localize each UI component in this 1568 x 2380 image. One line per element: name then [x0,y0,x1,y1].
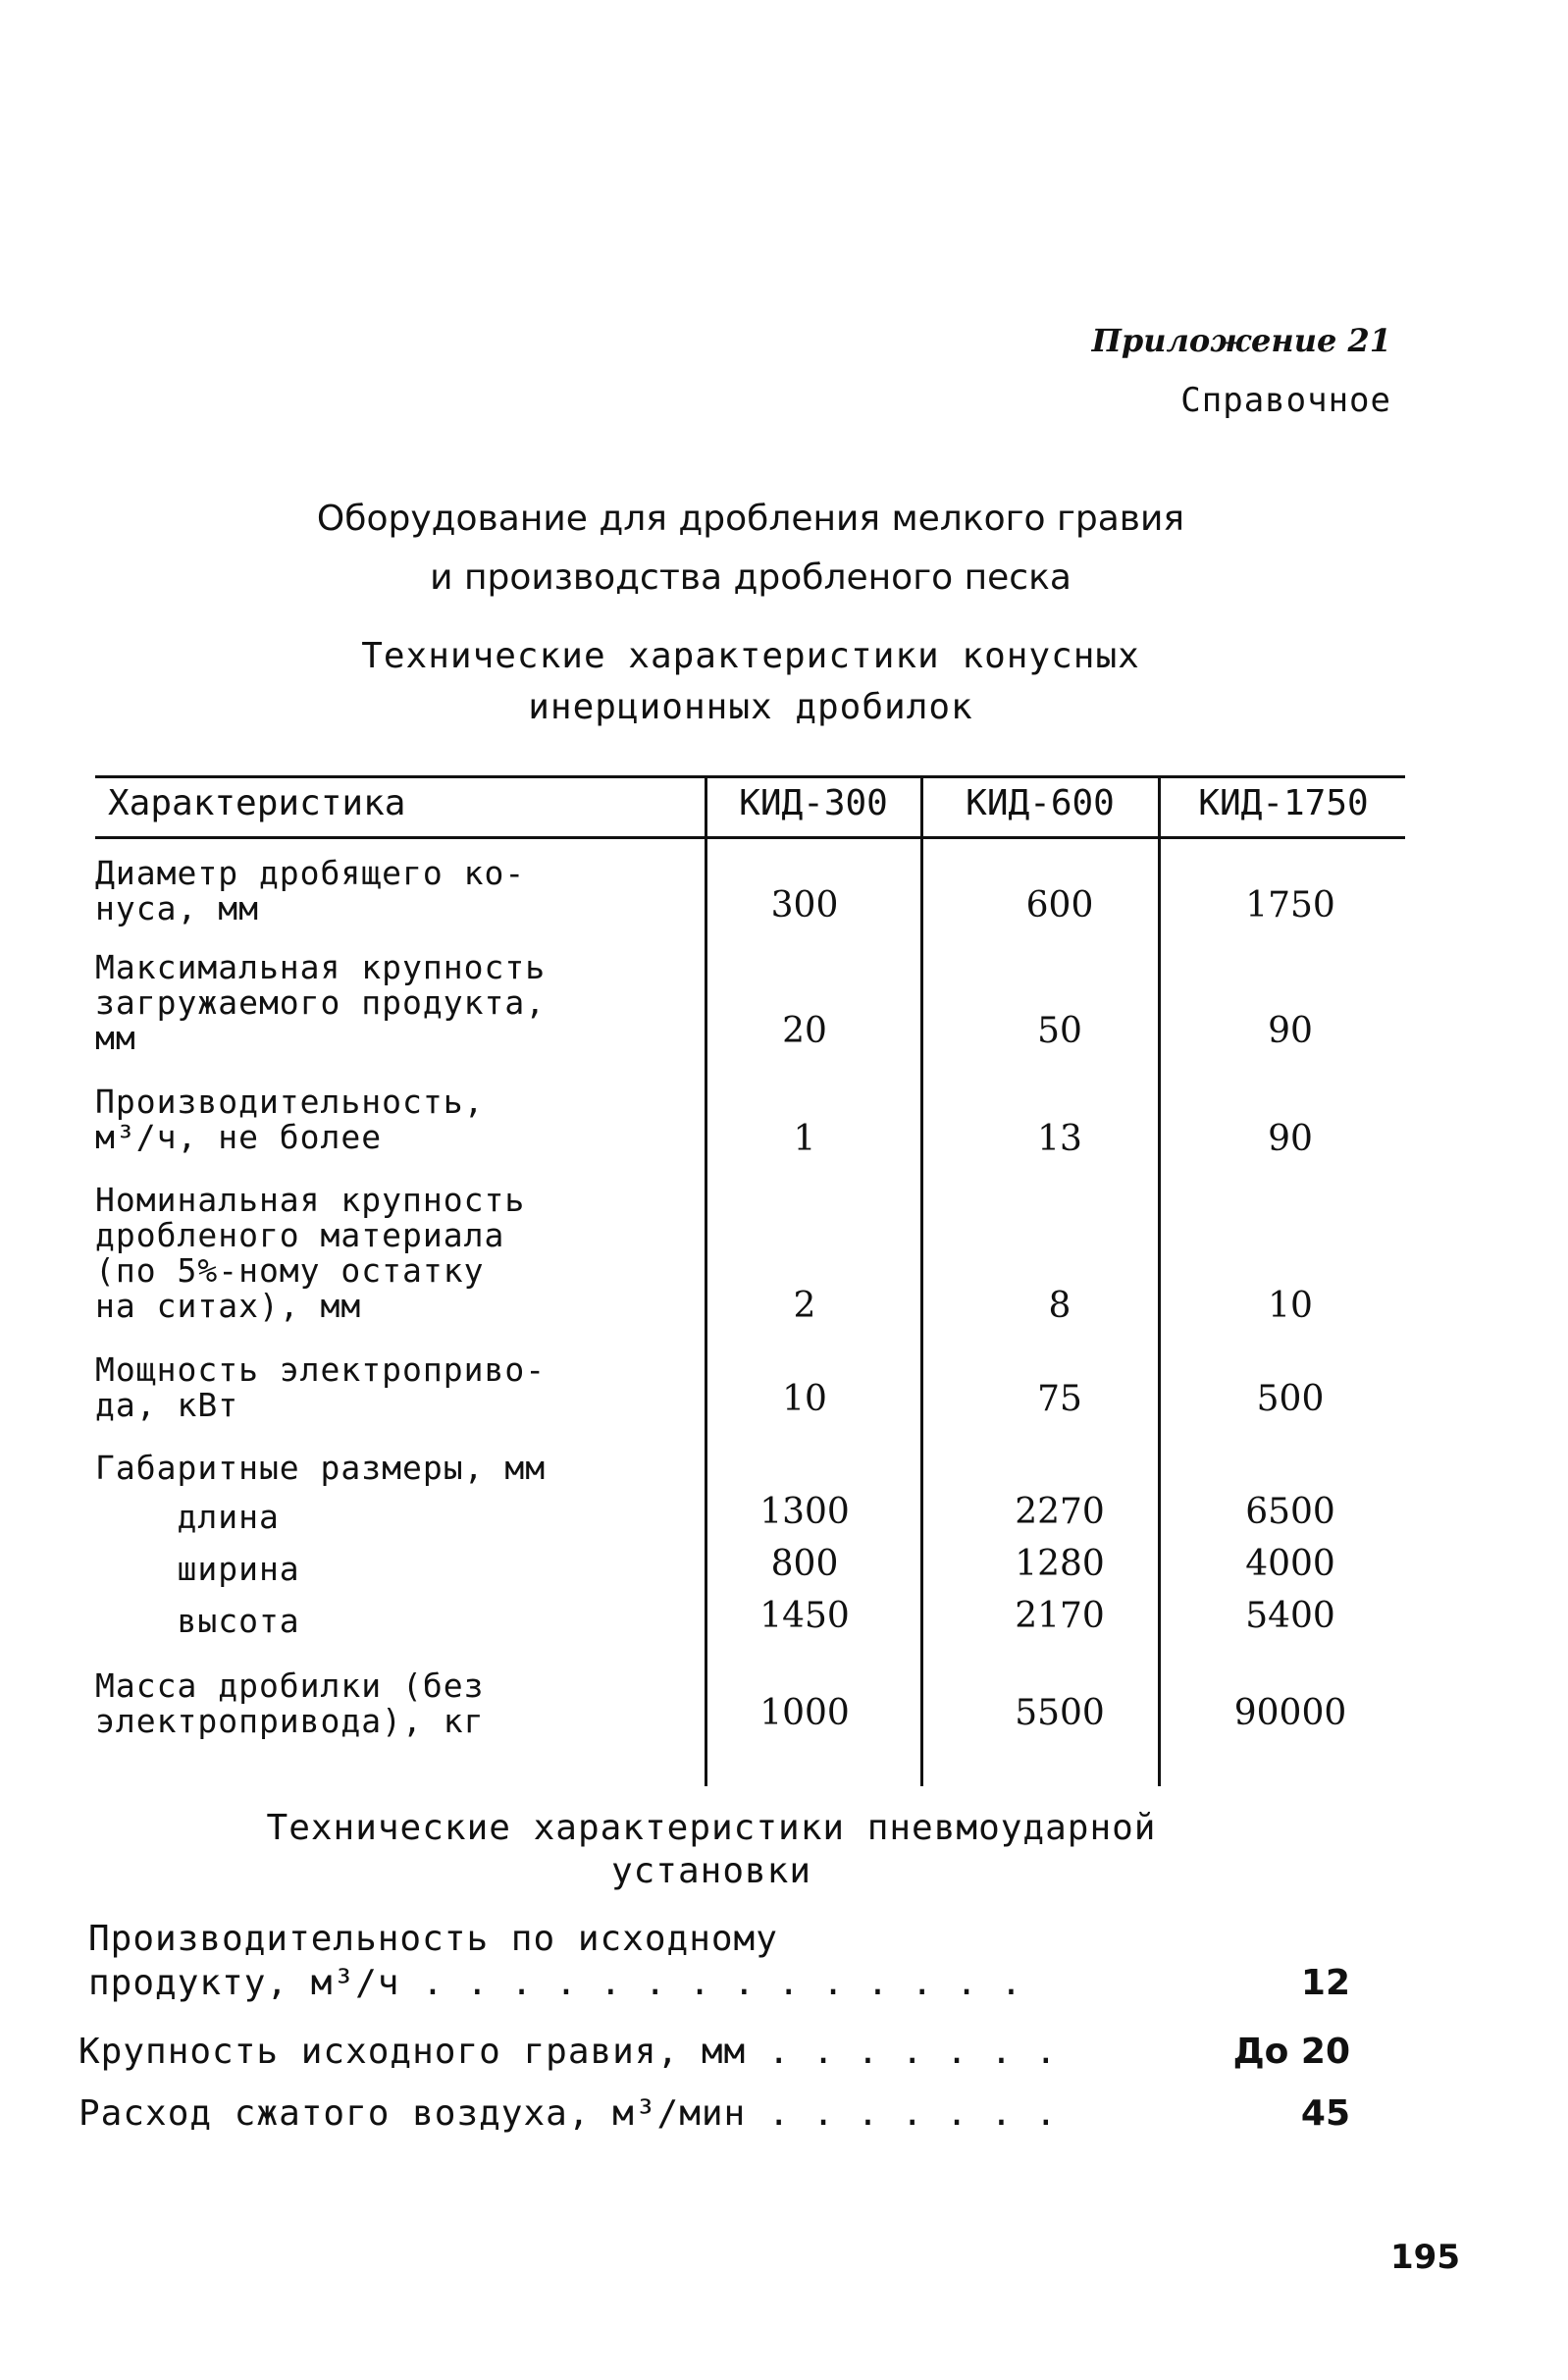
cell-capacity-kid300: 1 [793,1119,816,1159]
cell-mass-kid1750: 90000 [1233,1693,1347,1733]
row-label-height: высота [95,1602,300,1640]
cell-length-kid1750: 6500 [1245,1492,1335,1532]
appendix-label: Приложение 21 [1091,322,1391,359]
row-label-mass: Масса дробилки (без электропривода), кг [95,1666,485,1740]
table-column-divider-2 [920,775,923,1786]
table-title-line-2: инерционных дробилок [528,687,973,727]
table-header-kid600: КИД-600 [966,783,1115,823]
cell-power-kid300: 10 [782,1379,827,1419]
cell-height-kid1750: 5400 [1245,1596,1335,1636]
row-label-power: Мощность электроприво- да, кВт [95,1350,547,1424]
param-gravel-size-value: До 20 [1232,2032,1350,2072]
cell-diameter-kid600: 600 [1025,885,1094,926]
table-header-characteristic: Характеристика [108,783,406,823]
section2-title-line-1: Технические характеристики пневмоударной [266,1808,1157,1848]
row-label-capacity: Производительность, м³/ч, не более [95,1083,485,1156]
table-title-line-1: Технические характеристики конусных [361,636,1140,676]
reference-label: Справочное [1180,381,1391,420]
cell-feed-kid600: 50 [1037,1011,1082,1051]
cell-width-kid300: 800 [770,1544,839,1584]
row-label-diameter: Диаметр дробящего ко- нуса, мм [95,854,526,927]
cell-mass-kid600: 5500 [1015,1693,1105,1733]
section2-title-line-2: установки [610,1851,812,1891]
row-label-max-feed-size: Максимальная крупность загружаемого продукта, мм [95,948,547,1057]
cell-length-kid300: 1300 [759,1492,850,1532]
cell-power-kid1750: 500 [1256,1379,1325,1419]
cell-length-kid600: 2270 [1015,1492,1105,1532]
cell-nominal-kid1750: 10 [1268,1286,1313,1326]
cell-mass-kid300: 1000 [759,1693,850,1733]
cell-feed-kid300: 20 [782,1011,827,1051]
table-top-rule [95,775,1405,778]
table-header-rule [95,836,1405,839]
document-title-line-2: и производства дробленого песка [430,557,1071,598]
row-label-nominal-size: Номинальная крупность дробленого материала (по 5%-ному остатку на ситах), мм [95,1181,526,1325]
table-header-kid300: КИД-300 [739,783,888,823]
param-gravel-size: Крупность исходного гравия, мм . . . . . . . [78,2032,1058,2072]
param-capacity-value: 12 [1300,1963,1350,2003]
cell-height-kid300: 1450 [759,1596,850,1636]
cell-width-kid1750: 4000 [1245,1544,1335,1584]
cell-height-kid600: 2170 [1015,1596,1105,1636]
row-label-width: ширина [95,1550,300,1588]
page-number: 195 [1390,2238,1460,2277]
cell-width-kid600: 1280 [1015,1544,1105,1584]
row-label-length: длина [95,1498,280,1536]
param-air-consumption: Расход сжатого воздуха, м³/мин . . . . . . . [78,2093,1058,2134]
document-title-line-1: Оборудование для дробления мелкого гравия [316,499,1185,539]
table-header-kid1750: КИД-1750 [1198,783,1369,823]
cell-nominal-kid300: 2 [793,1286,816,1326]
row-label-dimensions: Габаритные размеры, мм [95,1449,547,1487]
param-capacity-line-1: Производительность по исходному [88,1919,778,1959]
cell-diameter-kid1750: 1750 [1245,885,1335,926]
cell-capacity-kid1750: 90 [1268,1119,1313,1159]
cell-feed-kid1750: 90 [1268,1011,1313,1051]
param-capacity-line-2: продукту, м³/ч . . . . . . . . . . . . . . [88,1963,1023,2003]
param-air-consumption-value: 45 [1300,2093,1350,2134]
cell-nominal-kid600: 8 [1048,1286,1071,1326]
cell-diameter-kid300: 300 [770,885,839,926]
cell-power-kid600: 75 [1037,1379,1082,1419]
cell-capacity-kid600: 13 [1037,1119,1082,1159]
